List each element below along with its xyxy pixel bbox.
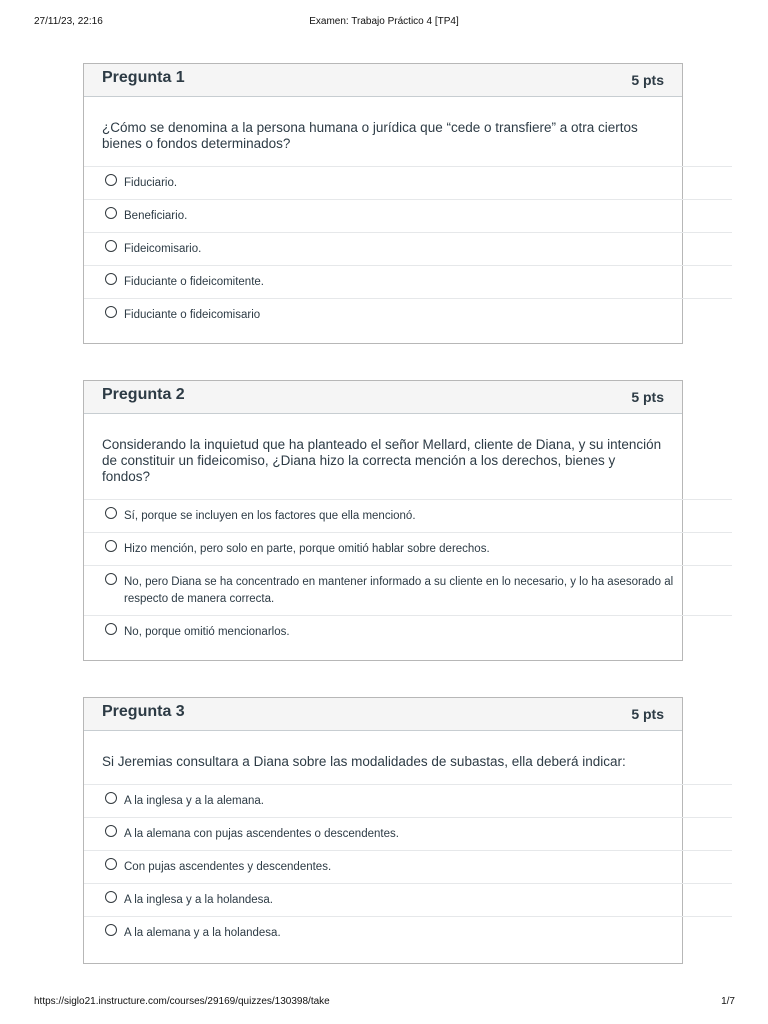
answer-option[interactable] bbox=[84, 615, 732, 648]
answer-option[interactable] bbox=[84, 199, 732, 232]
question-header bbox=[84, 381, 682, 414]
answer-label: No, pero Diana se ha concentrado en mantener informado a su cliente en lo necesario, y lo ha asesorado al respecto de manera correcta. bbox=[124, 576, 674, 605]
answer-label: Fiduciante o fideicomisario bbox=[124, 309, 261, 321]
radio-button-icon[interactable] bbox=[105, 891, 117, 903]
question-points: 5 pts bbox=[631, 389, 664, 405]
answer-label: Hizo mención, pero solo en parte, porque omitió hablar sobre derechos. bbox=[124, 543, 490, 555]
answer-option[interactable] bbox=[84, 166, 732, 199]
question-3 bbox=[83, 697, 683, 964]
print-title: Examen: Trabajo Práctico 4 [TP4] bbox=[309, 16, 459, 27]
radio-button-icon[interactable] bbox=[105, 240, 117, 252]
answer-option[interactable] bbox=[84, 232, 732, 265]
answer-label: A la inglesa y a la holandesa. bbox=[124, 894, 273, 906]
question-points: 5 pts bbox=[631, 706, 664, 722]
answer-label: A la alemana con pujas ascendentes o descendentes. bbox=[124, 828, 399, 840]
radio-button-icon[interactable] bbox=[105, 540, 117, 552]
radio-button-icon[interactable] bbox=[105, 573, 117, 585]
answer-label: Beneficiario. bbox=[124, 210, 188, 222]
radio-button-icon[interactable] bbox=[105, 858, 117, 870]
question-text: ¿Cómo se denomina a la persona humana o jurídica que “cede o transfiere” a otra ciertos bienes o fondos determinados? bbox=[102, 120, 638, 151]
print-datetime: 27/11/23, 22:16 bbox=[34, 16, 103, 27]
answer-label: A la inglesa y a la alemana. bbox=[124, 795, 265, 807]
answer-list bbox=[84, 499, 732, 648]
radio-button-icon[interactable] bbox=[105, 825, 117, 837]
answer-option[interactable] bbox=[84, 298, 732, 331]
question-points: 5 pts bbox=[631, 72, 664, 88]
radio-button-icon[interactable] bbox=[105, 623, 117, 635]
answer-label: Sí, porque se incluyen en los factores que ella mencionó. bbox=[124, 510, 416, 522]
question-title: Pregunta 1 bbox=[102, 69, 185, 86]
answer-option[interactable] bbox=[84, 817, 732, 850]
radio-button-icon[interactable] bbox=[105, 273, 117, 285]
answer-label: Con pujas ascendentes y descendentes. bbox=[124, 861, 332, 873]
question-text: Si Jeremias consultara a Diana sobre las modalidades de subastas, ella deberá indicar: bbox=[102, 754, 626, 769]
question-header bbox=[84, 698, 682, 731]
print-page-number: 1/7 bbox=[721, 996, 735, 1007]
radio-button-icon[interactable] bbox=[105, 507, 117, 519]
answer-option[interactable] bbox=[84, 916, 732, 949]
answer-option[interactable] bbox=[84, 532, 732, 565]
answer-label: Fiduciante o fideicomitente. bbox=[124, 276, 264, 288]
radio-button-icon[interactable] bbox=[105, 174, 117, 186]
question-text: Considerando la inquietud que ha planteado el señor Mellard, cliente de Diana, y su intención de constituir un fideicomiso, ¿Diana hizo la correcta mención a los derechos, bienes y fondos? bbox=[102, 437, 662, 484]
answer-label: Fideicomisario. bbox=[124, 243, 202, 255]
radio-button-icon[interactable] bbox=[105, 792, 117, 804]
question-1 bbox=[83, 63, 683, 344]
answer-label: A la alemana y a la holandesa. bbox=[124, 927, 281, 939]
answer-option[interactable] bbox=[84, 850, 732, 883]
question-2 bbox=[83, 380, 683, 661]
question-header bbox=[84, 64, 682, 97]
answer-option[interactable] bbox=[84, 565, 732, 615]
question-title: Pregunta 2 bbox=[102, 386, 185, 403]
answer-option[interactable] bbox=[84, 265, 732, 298]
question-title: Pregunta 3 bbox=[102, 703, 185, 720]
print-url: https://siglo21.instructure.com/courses/29169/quizzes/130398/take bbox=[34, 996, 330, 1007]
radio-button-icon[interactable] bbox=[105, 924, 117, 936]
answer-list bbox=[84, 784, 732, 949]
answer-option[interactable] bbox=[84, 784, 732, 817]
answer-option[interactable] bbox=[84, 499, 732, 532]
answer-label: No, porque omitió mencionarlos. bbox=[124, 626, 290, 638]
radio-button-icon[interactable] bbox=[105, 207, 117, 219]
answer-option[interactable] bbox=[84, 883, 732, 916]
radio-button-icon[interactable] bbox=[105, 306, 117, 318]
answer-list bbox=[84, 166, 732, 331]
answer-label: Fiduciario. bbox=[124, 177, 178, 189]
